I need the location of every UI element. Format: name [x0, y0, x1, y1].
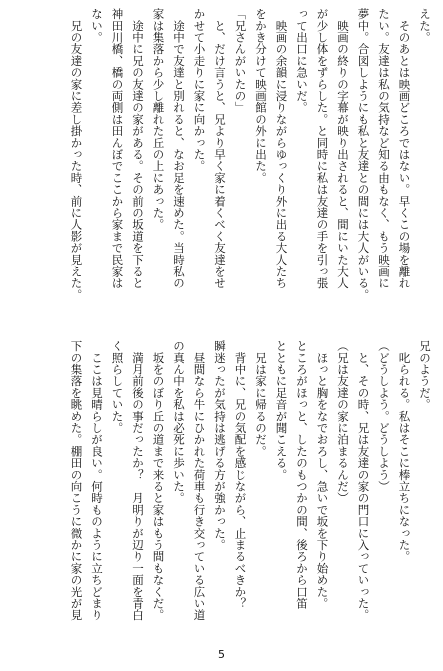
text-line: 瞬迷ったが気持は逃げる方が強かった。 — [213, 340, 227, 551]
text-line: ここは見晴らしが良い。何時ものように立ちどまり — [90, 340, 104, 621]
text-block-upper — [2, 8, 435, 316]
text-line: 叱られる。私はそこに棒立ちになった。 — [397, 340, 412, 563]
text-line: の真ん中を私は必死に歩いた。 — [172, 340, 186, 504]
text-line: えた。 — [418, 8, 432, 44]
page-number: 5 — [218, 648, 225, 661]
text-line: ほっと胸をなでおろし、急いで坂を下り始めた。 — [315, 340, 330, 610]
text-line: 兄の友達の家に差し掛かった時、前に人影が見えた。 — [69, 8, 84, 301]
text-line: 映画の終りの字幕が映り出されると、間にいた大人 — [336, 8, 350, 289]
text-line: って出口に急いだ。 — [295, 8, 309, 114]
text-block-lower — [2, 340, 435, 640]
text-line: かせて小走りに家に向かった。 — [192, 8, 207, 172]
text-line: 坂をのぼり丘の道まで来ると家はもう間もなくだ。 — [151, 340, 166, 621]
text-line: 映画の余韻に浸りながらゆっくり外に出る大人たち — [274, 8, 289, 289]
text-line: 昼間なら牛にひかれた荷車も行き交っている広い道 — [192, 340, 207, 621]
text-line: 兄のようだ。 — [418, 340, 432, 411]
text-line: 下の集落を眺めた。棚田の向こうに微かに家の光が見 — [69, 340, 84, 621]
text-line: が少し体をずらした。と同時に私は友達の手を引っ張 — [315, 8, 330, 289]
text-line: 途中で友達と別れると、なお足を速めた。当時私の — [172, 8, 186, 289]
text-line: とともに足音が聞こえる。 — [274, 340, 289, 481]
text-line: 満月前後の事だったか？ 月明りが辺り一面を青白 — [131, 340, 145, 621]
text-line: 家は集落から少し離れた丘の上にあった。 — [151, 8, 166, 231]
text-line: 途中に兄の友達の家がある。その前の坂道を下ると — [131, 8, 145, 289]
text-line: 夢中。合図しようにも私と友達との間には大人がいる。 — [356, 8, 371, 301]
text-line: （兄は友達の家に泊まるんだ） — [336, 340, 350, 504]
text-line: をかき分けて映画館の外に出た。 — [254, 8, 268, 184]
text-line: と、だけ言うと、兄より早く家に着くべく友達をせ — [213, 8, 227, 289]
text-line: 兄は家に帰るのだ。 — [254, 340, 268, 457]
text-line: 「兄さんがいたの」 — [233, 8, 248, 114]
text-line: 神田川橋、橋の両側は田んぼでここから家まで民家は — [110, 8, 125, 289]
text-line: （どうしよう。どうしよう） — [377, 340, 391, 493]
text-line: く照らしていた。 — [110, 340, 125, 434]
text-line: たい。友達は私の気持など知る由もなく、もう映画に — [377, 8, 391, 289]
text-line: と、その時、兄は友達の家の門口に入っていった。 — [356, 340, 371, 621]
text-line: そのあとは映画どころではない。早くこの場を離れ — [397, 8, 412, 289]
text-line: ない。 — [90, 8, 104, 44]
text-line: ところがほっと、したのもつかの間、後ろから口笛 — [295, 340, 309, 610]
text-line: 背中に、兄の気配を感じながら、止まるべきか？ — [233, 340, 248, 621]
